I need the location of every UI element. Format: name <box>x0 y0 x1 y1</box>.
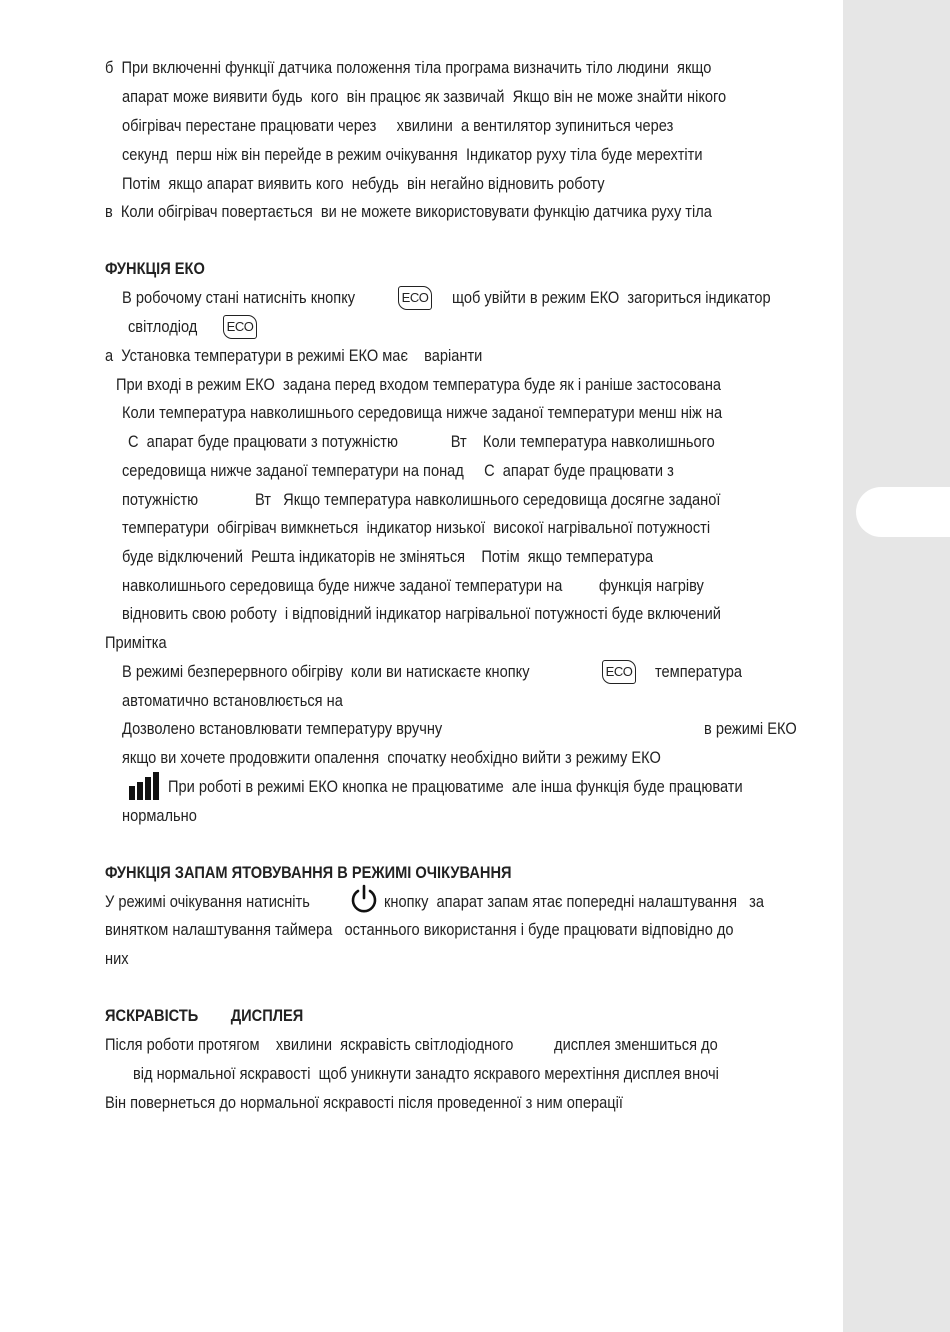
text-line: щоб увійти в режим ЕКО загориться індикатор <box>452 288 771 307</box>
note-label: Примітка <box>105 633 167 652</box>
text-line: температура <box>655 662 742 681</box>
text-line: апарат може виявити будь кого він працює як зазвичай Якщо він не може знайти нікого <box>122 87 727 106</box>
power-level-icon <box>128 772 162 800</box>
text-line: в режимі ЕКО <box>704 719 797 738</box>
text-line: С апарат буде працювати з потужністю Вт Коли температура навколишнього <box>128 432 715 451</box>
text-line: кнопку апарат запам ятає попередні налаштування за <box>384 892 765 911</box>
text-line: середовища нижче заданої температури на понад С апарат буде працювати з <box>122 461 674 480</box>
text-line: При роботі в режимі ЕКО кнопка не працюватиме але інша функція буде працювати <box>168 777 743 796</box>
text-line: Дозволено встановлювати температуру вручну <box>122 719 443 738</box>
text-line: автоматично встановлюється на <box>122 691 343 710</box>
text-line: Потім якщо апарат виявить кого небудь він негайно відновить роботу <box>122 174 605 193</box>
text-line: обігрівач перестане працювати через хвилини а вентилятор зупиниться через <box>122 116 674 135</box>
text-line: У режимі очікування натисніть <box>105 892 310 911</box>
text-line: буде відключений Решта індикаторів не зміняться Потім якщо температура <box>122 547 654 566</box>
text-line: б При включенні функції датчика положення тіла програма визначить тіло людини якщо <box>105 58 712 77</box>
text-line: При вході в режим ЕКО задана перед входом температура буде як і раніше застосована <box>116 375 722 394</box>
power-icon <box>349 884 379 914</box>
text-line: В робочому стані натисніть кнопку <box>122 288 356 307</box>
text-line: температури обігрівач вимкнеться індикатор низької високої нагрівальної потужності <box>122 518 711 537</box>
text-line: відновить свою роботу і відповідний індикатор нагрівальної потужності буде включений <box>122 604 721 623</box>
text-line: світлодіод <box>128 317 198 336</box>
text-line: якщо ви хочете продовжити опалення спочатку необхідно вийти з режиму ЕКО <box>122 748 661 767</box>
section-heading-memory: ФУНКЦІЯ ЗАПАМ ЯТОВУВАННЯ В РЕЖИМІ ОЧІКУВАННЯ <box>105 863 512 882</box>
text-line: Після роботи протягом хвилини яскравість світлодіодного дисплея зменшиться до <box>105 1035 718 1054</box>
text-line: потужністю Вт Якщо температура навколишнього середовища досягне заданої <box>122 490 721 509</box>
section-tab-marker <box>856 487 950 537</box>
text-line: секунд перш ніж він перейде в режим очікування Індикатор руху тіла буде мерехтіти <box>122 145 703 164</box>
text-line: в Коли обігрівач повертається ви не можете використовувати функцію датчика руху тіла <box>105 202 712 221</box>
text-line: нормально <box>122 806 197 825</box>
text-line: них <box>105 949 129 968</box>
eco-button-icon: ECO <box>602 660 636 684</box>
text-line: а Установка температури в режимі ЕКО має варіанти <box>105 346 483 365</box>
text-line: від нормальної яскравості щоб уникнути занадто яскравого мерехтіння дисплея вночі <box>133 1064 719 1083</box>
text-line: Коли температура навколишнього середовища нижче заданої температури менш ніж на <box>122 403 723 422</box>
text-line: В режимі безперервного обігріву коли ви натискаєте кнопку <box>122 662 530 681</box>
text-line: навколишнього середовища буде нижче заданої температури на функція нагріву <box>122 576 704 595</box>
text-line: Він повернеться до нормальної яскравості після проведенної з ним операції <box>105 1093 623 1112</box>
side-margin-strip <box>843 0 950 1332</box>
section-heading-brightness: ЯСКРАВІСТЬ ДИСПЛЕЯ <box>105 1006 304 1025</box>
eco-indicator-icon: ECO <box>223 315 257 339</box>
text-line: винятком налаштування таймера останнього використання і буде працювати відповідно до <box>105 920 734 939</box>
eco-button-icon: ECO <box>398 286 432 310</box>
section-heading-eco: ФУНКЦІЯ ЕКО <box>105 259 205 278</box>
